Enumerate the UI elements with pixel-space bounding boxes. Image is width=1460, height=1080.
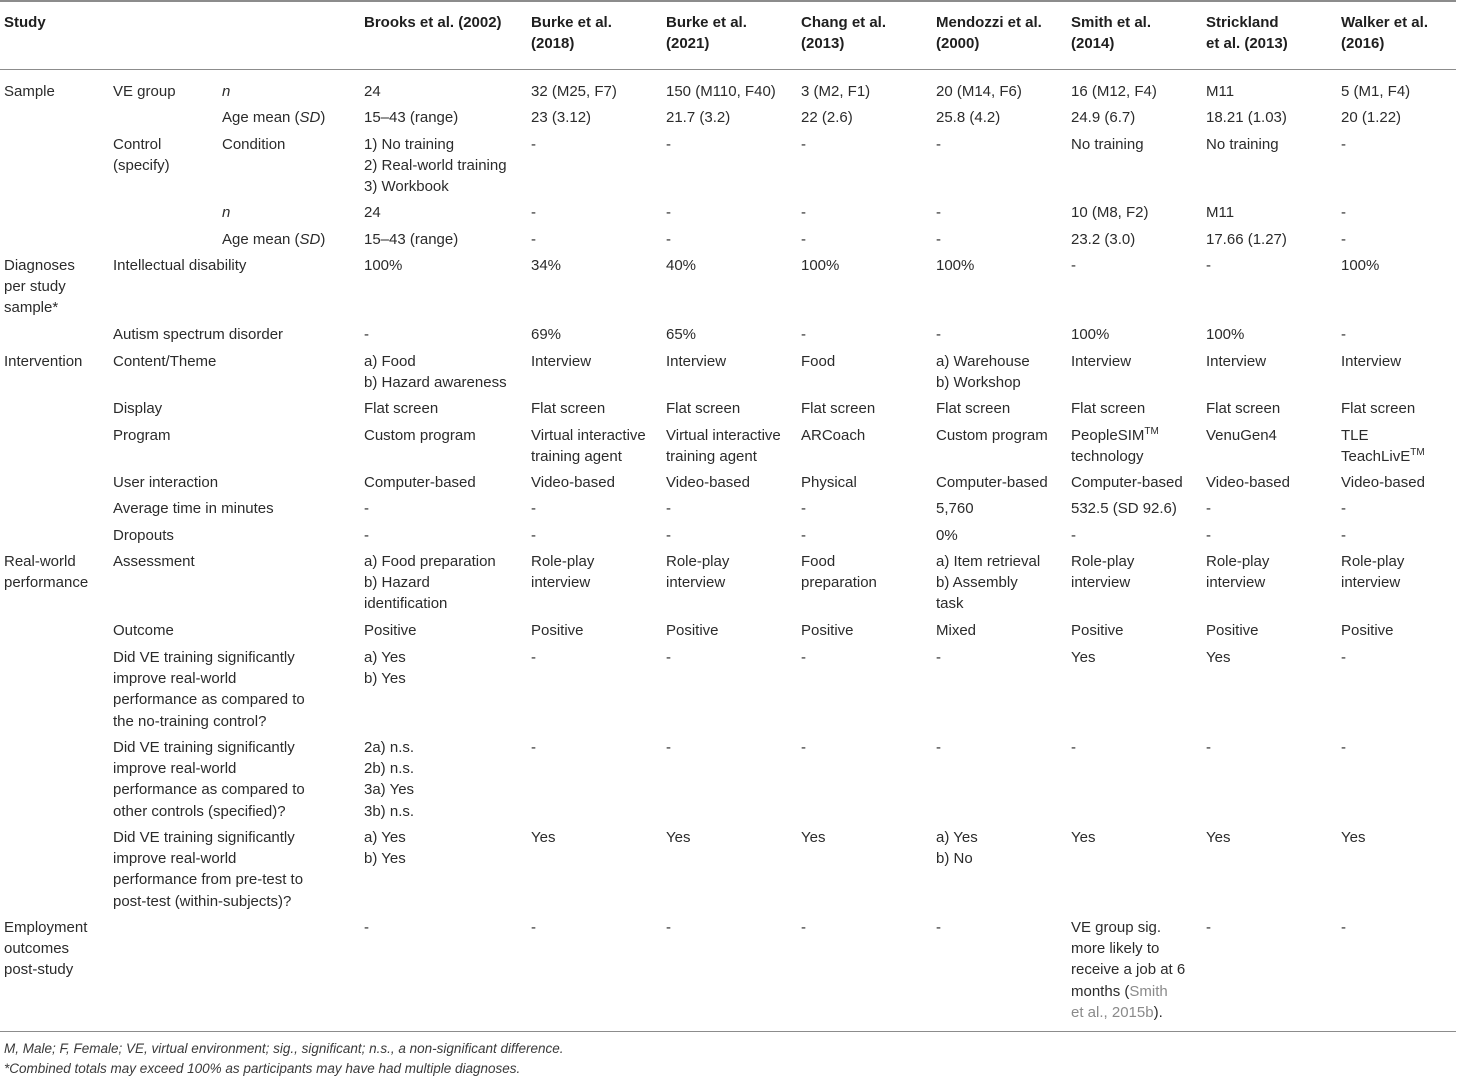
row-category: Diagnoses per study sample* [4,257,75,317]
row-subcategory: User interaction [113,474,219,491]
table-cell: 69% [531,326,562,343]
table-cell: - [666,919,671,936]
table-cell: Virtual interactive training agent [666,427,781,466]
table-cell: - [1341,500,1346,517]
row-measure: n [222,204,231,221]
table-cell: - [1341,136,1346,153]
table-cell: Flat screen [1206,400,1281,417]
table-cell: 532.5 (SD 92.6) [1071,500,1177,517]
table-cell: - [936,326,941,343]
table-cell: 23 (3.12) [531,109,592,126]
header-col-5: Mendozzi et al. (2000) [936,14,1042,53]
table-cell: Custom program [936,427,1048,444]
smith-technology: technology [1071,448,1144,466]
table-cell: Flat screen [1341,400,1416,417]
table-cell: Role-play interview [1071,553,1135,592]
table-cell: - [1206,527,1211,544]
table-cell: 0% [936,527,958,544]
row-category: Real-world performance [4,553,89,592]
row-subcategory: Outcome [113,622,174,639]
table-cell: - [1341,527,1346,544]
table-cell: - [666,500,671,517]
table-cell: - [1206,739,1211,756]
table-cell: - [936,739,941,756]
table-cell: Interview [1071,353,1132,370]
table-cell: Interview [1341,353,1402,370]
table-cell: 5,760 [936,500,974,517]
table-cell: Flat screen [936,400,1011,417]
row-measure: Age mean (SD) [222,231,326,248]
table-cell: - [1071,257,1076,274]
table-cell: Food preparation [801,553,877,592]
table-cell: 24 [364,83,381,100]
table-cell: - [801,204,806,221]
row-subcategory: Content/Theme [113,353,217,370]
table-cell: Physical [801,474,857,491]
table-cell: Video-based [1206,474,1290,491]
table-cell: Positive [531,622,584,639]
table-cell: Yes [1071,649,1096,666]
row-subcategory: Program [113,427,171,444]
row-category: Sample [4,83,55,100]
table-cell: Flat screen [1071,400,1146,417]
table-cell: Positive [1071,622,1124,639]
table-cell: 22 (2.6) [801,109,853,126]
row-subcategory: Did VE training significantly improve real-world performance as compared to the no-training control? [113,649,305,730]
header-col-2: Burke et al. (2018) [531,14,612,53]
table-cell: 5 (M1, F4) [1341,83,1411,100]
table-cell: a) Yes b) No [936,829,978,868]
table-cell: - [531,649,536,666]
table-cell: 34% [531,257,562,274]
table-cell: M11 [1206,83,1235,100]
table-cell: Role-play interview [1341,553,1405,592]
table-cell: - [666,649,671,666]
header-col-1: Brooks et al. (2002) [364,14,502,31]
bottom-rule [0,1031,1456,1032]
table-cell: Food [801,353,836,370]
row-subcategory: VE group [113,83,176,100]
table-cell: - [531,136,536,153]
sd-label: SD [299,109,321,126]
table-cell: Yes [1206,829,1231,846]
trademark-superscript: TM [1144,426,1159,437]
row-measure: Age mean (SD) [222,109,326,126]
table-cell: Positive [364,622,417,639]
table-cell: 20 (1.22) [1341,109,1402,126]
table-cell: VenuGen4 [1206,427,1277,444]
table-cell: 100% [801,257,840,274]
table-cell: 23.2 (3.0) [1071,231,1136,248]
table-cell: Role-play interview [531,553,595,592]
table-cell: - [531,500,536,517]
table-cell: - [801,739,806,756]
table-cell: - [1341,204,1346,221]
table-cell: - [801,326,806,343]
table-cell: Role-play interview [666,553,730,592]
table-cell: a) Food preparation b) Hazard identification [364,553,496,613]
table-cell: VE group sig. more likely to receive a job at 6 months (Smith et al., 2015b). [1071,919,1186,1021]
header-col-4: Chang et al. (2013) [801,14,887,53]
table-cell: - [364,919,369,936]
table-cell: 150 (M110, F40) [666,83,776,100]
row-subcategory: Did VE training significantly improve real-world performance as compared to other controls (specified)? [113,739,305,820]
table-cell: - [1341,326,1346,343]
table-cell: - [1071,527,1076,544]
table-cell: No training [1071,136,1144,153]
table-cell: - [666,136,671,153]
citation-close: ). [1153,1003,1163,1021]
table-cell: - [801,500,806,517]
table-cell: 24 [364,204,381,221]
top-rule [0,0,1456,2]
table-cell: - [801,231,806,248]
table-cell: Interview [531,353,592,370]
table-cell: a) Food b) Hazard awareness [364,353,507,392]
table-cell: - [936,231,941,248]
table-cell: - [936,136,941,153]
header-study: Study [4,14,46,31]
table-cell: Yes [1341,829,1366,846]
row-subcategory: Control (specify) [113,136,170,175]
table-cell: - [666,204,671,221]
table-cell: - [1071,739,1076,756]
table-cell: Flat screen [801,400,876,417]
table-cell: - [801,527,806,544]
table-cell: - [1206,257,1211,274]
table-cell: Yes [1206,649,1231,666]
table-cell: 21.7 (3.2) [666,109,731,126]
table-cell: - [1341,231,1346,248]
table-cell: 17.66 (1.27) [1206,231,1287,248]
row-measure: Condition [222,136,286,153]
row-subcategory: Dropouts [113,527,174,544]
table-cell: - [531,739,536,756]
table-cell: Video-based [666,474,750,491]
table-cell: 2a) n.s. 2b) n.s. 3a) Yes 3b) n.s. [364,739,415,820]
table-header [0,12,1456,58]
table-cell: 40% [666,257,697,274]
table-cell: Computer-based [936,474,1048,491]
table-cell: Flat screen [666,400,741,417]
table-cell: Positive [801,622,854,639]
table-cell: 1) No training 2) Real-world training 3) Workbook [364,136,507,196]
footnote-combined: *Combined totals may exceed 100% as participants may have had multiple diagnoses. [4,1061,521,1076]
table-cell: - [801,136,806,153]
table-cell: - [666,231,671,248]
table-cell: - [1206,500,1211,517]
row-subcategory: Average time in minutes [113,500,274,517]
table-cell: M11 [1206,204,1235,221]
table-cell: - [531,204,536,221]
header-col-6: Smith et al. (2014) [1071,14,1152,53]
table-cell: - [666,527,671,544]
table-cell: Interview [1206,353,1267,370]
table-cell: TLE TeachLivE™ [1341,427,1425,466]
table-cell: 100% [1206,326,1245,343]
header-col-8: Walker et al. (2016) [1341,14,1428,53]
table-cell: 16 (M12, F4) [1071,83,1157,100]
table-cell: 100% [1341,257,1380,274]
table-cell: Yes [531,829,556,846]
table-cell: Positive [1206,622,1259,639]
row-measure: n [222,83,231,100]
row-category: Intervention [4,353,83,370]
table-cell: 100% [936,257,975,274]
row-subcategory: Display [113,400,163,417]
table-cell: - [936,204,941,221]
table-cell: Flat screen [531,400,606,417]
table-cell: 3 (M2, F1) [801,83,871,100]
header-col-3: Burke et al. (2021) [666,14,747,53]
table-cell: - [364,500,369,517]
row-subcategory: Assessment [113,553,195,570]
table-cell: Custom program [364,427,476,444]
row-subcategory: Intellectual disability [113,257,247,274]
table-cell: Video-based [1341,474,1425,491]
table-cell: a) Yes b) Yes [364,829,406,868]
row-subcategory: Did VE training significantly improve real-world performance from pre-test to post-test (within-subjects)? [113,829,304,910]
table-cell: 65% [666,326,697,343]
table-cell: 100% [364,257,403,274]
row-category: Employment outcomes post-study [4,919,88,979]
table-cell: Positive [666,622,719,639]
header-rule [0,69,1456,70]
citation-link[interactable]: Smith et al., 2015b [1071,982,1168,1021]
table-cell: 15–43 (range) [364,109,459,126]
header-col-7: Strickland et al. (2013) [1206,14,1288,53]
table-cell: - [801,919,806,936]
table-cell: 15–43 (range) [364,231,459,248]
table-cell: - [1206,919,1211,936]
table-cell: 25.8 (4.2) [936,109,1001,126]
table-cell: - [936,919,941,936]
table-cell: a) Item retrieval b) Assembly task [936,553,1041,613]
table-cell: 24.9 (6.7) [1071,109,1136,126]
table-cell: - [666,739,671,756]
table-cell: 18.21 (1.03) [1206,109,1287,126]
table-cell: Computer-based [1071,474,1183,491]
table-cell: 10 (M8, F2) [1071,204,1149,221]
table-cell: Role-play interview [1206,553,1270,592]
table-cell: - [1341,739,1346,756]
sd-label: SD [299,231,321,248]
table-cell: - [531,231,536,248]
table-cell: Video-based [531,474,615,491]
row-subcategory: Autism spectrum disorder [113,326,284,343]
table-cell: Yes [666,829,691,846]
table-cell: - [936,649,941,666]
table-cell: PeopleSIM™ technology [1071,425,1159,467]
table-cell: 100% [1071,326,1110,343]
table-cell: - [531,527,536,544]
table-cell: - [364,527,369,544]
table-cell: Positive [1341,622,1394,639]
table-cell: Yes [1071,829,1096,846]
table-cell: 32 (M25, F7) [531,83,617,100]
table-cell: Computer-based [364,474,476,491]
table-cell: Interview [666,353,727,370]
table-cell: a) Warehouse b) Workshop [936,353,1030,392]
table-cell: Virtual interactive training agent [531,427,646,466]
table-cell: - [531,919,536,936]
trademark-superscript: TM [1410,447,1425,459]
table-cell: - [1341,649,1346,666]
table-cell: Mixed [936,622,977,639]
table-cell: - [364,326,369,343]
table-cell: a) Yes b) Yes [364,649,406,688]
table-cell: - [801,649,806,666]
footnote-abbreviations: M, Male; F, Female; VE, virtual environment; sig., significant; n.s., a non-significant difference. [4,1041,564,1056]
table-cell: Flat screen [364,400,439,417]
table-cell: 20 (M14, F6) [936,83,1022,100]
table-cell: ARCoach [801,427,866,444]
table-cell: - [1341,919,1346,936]
table-cell: No training [1206,136,1279,153]
table-cell: Yes [801,829,826,846]
